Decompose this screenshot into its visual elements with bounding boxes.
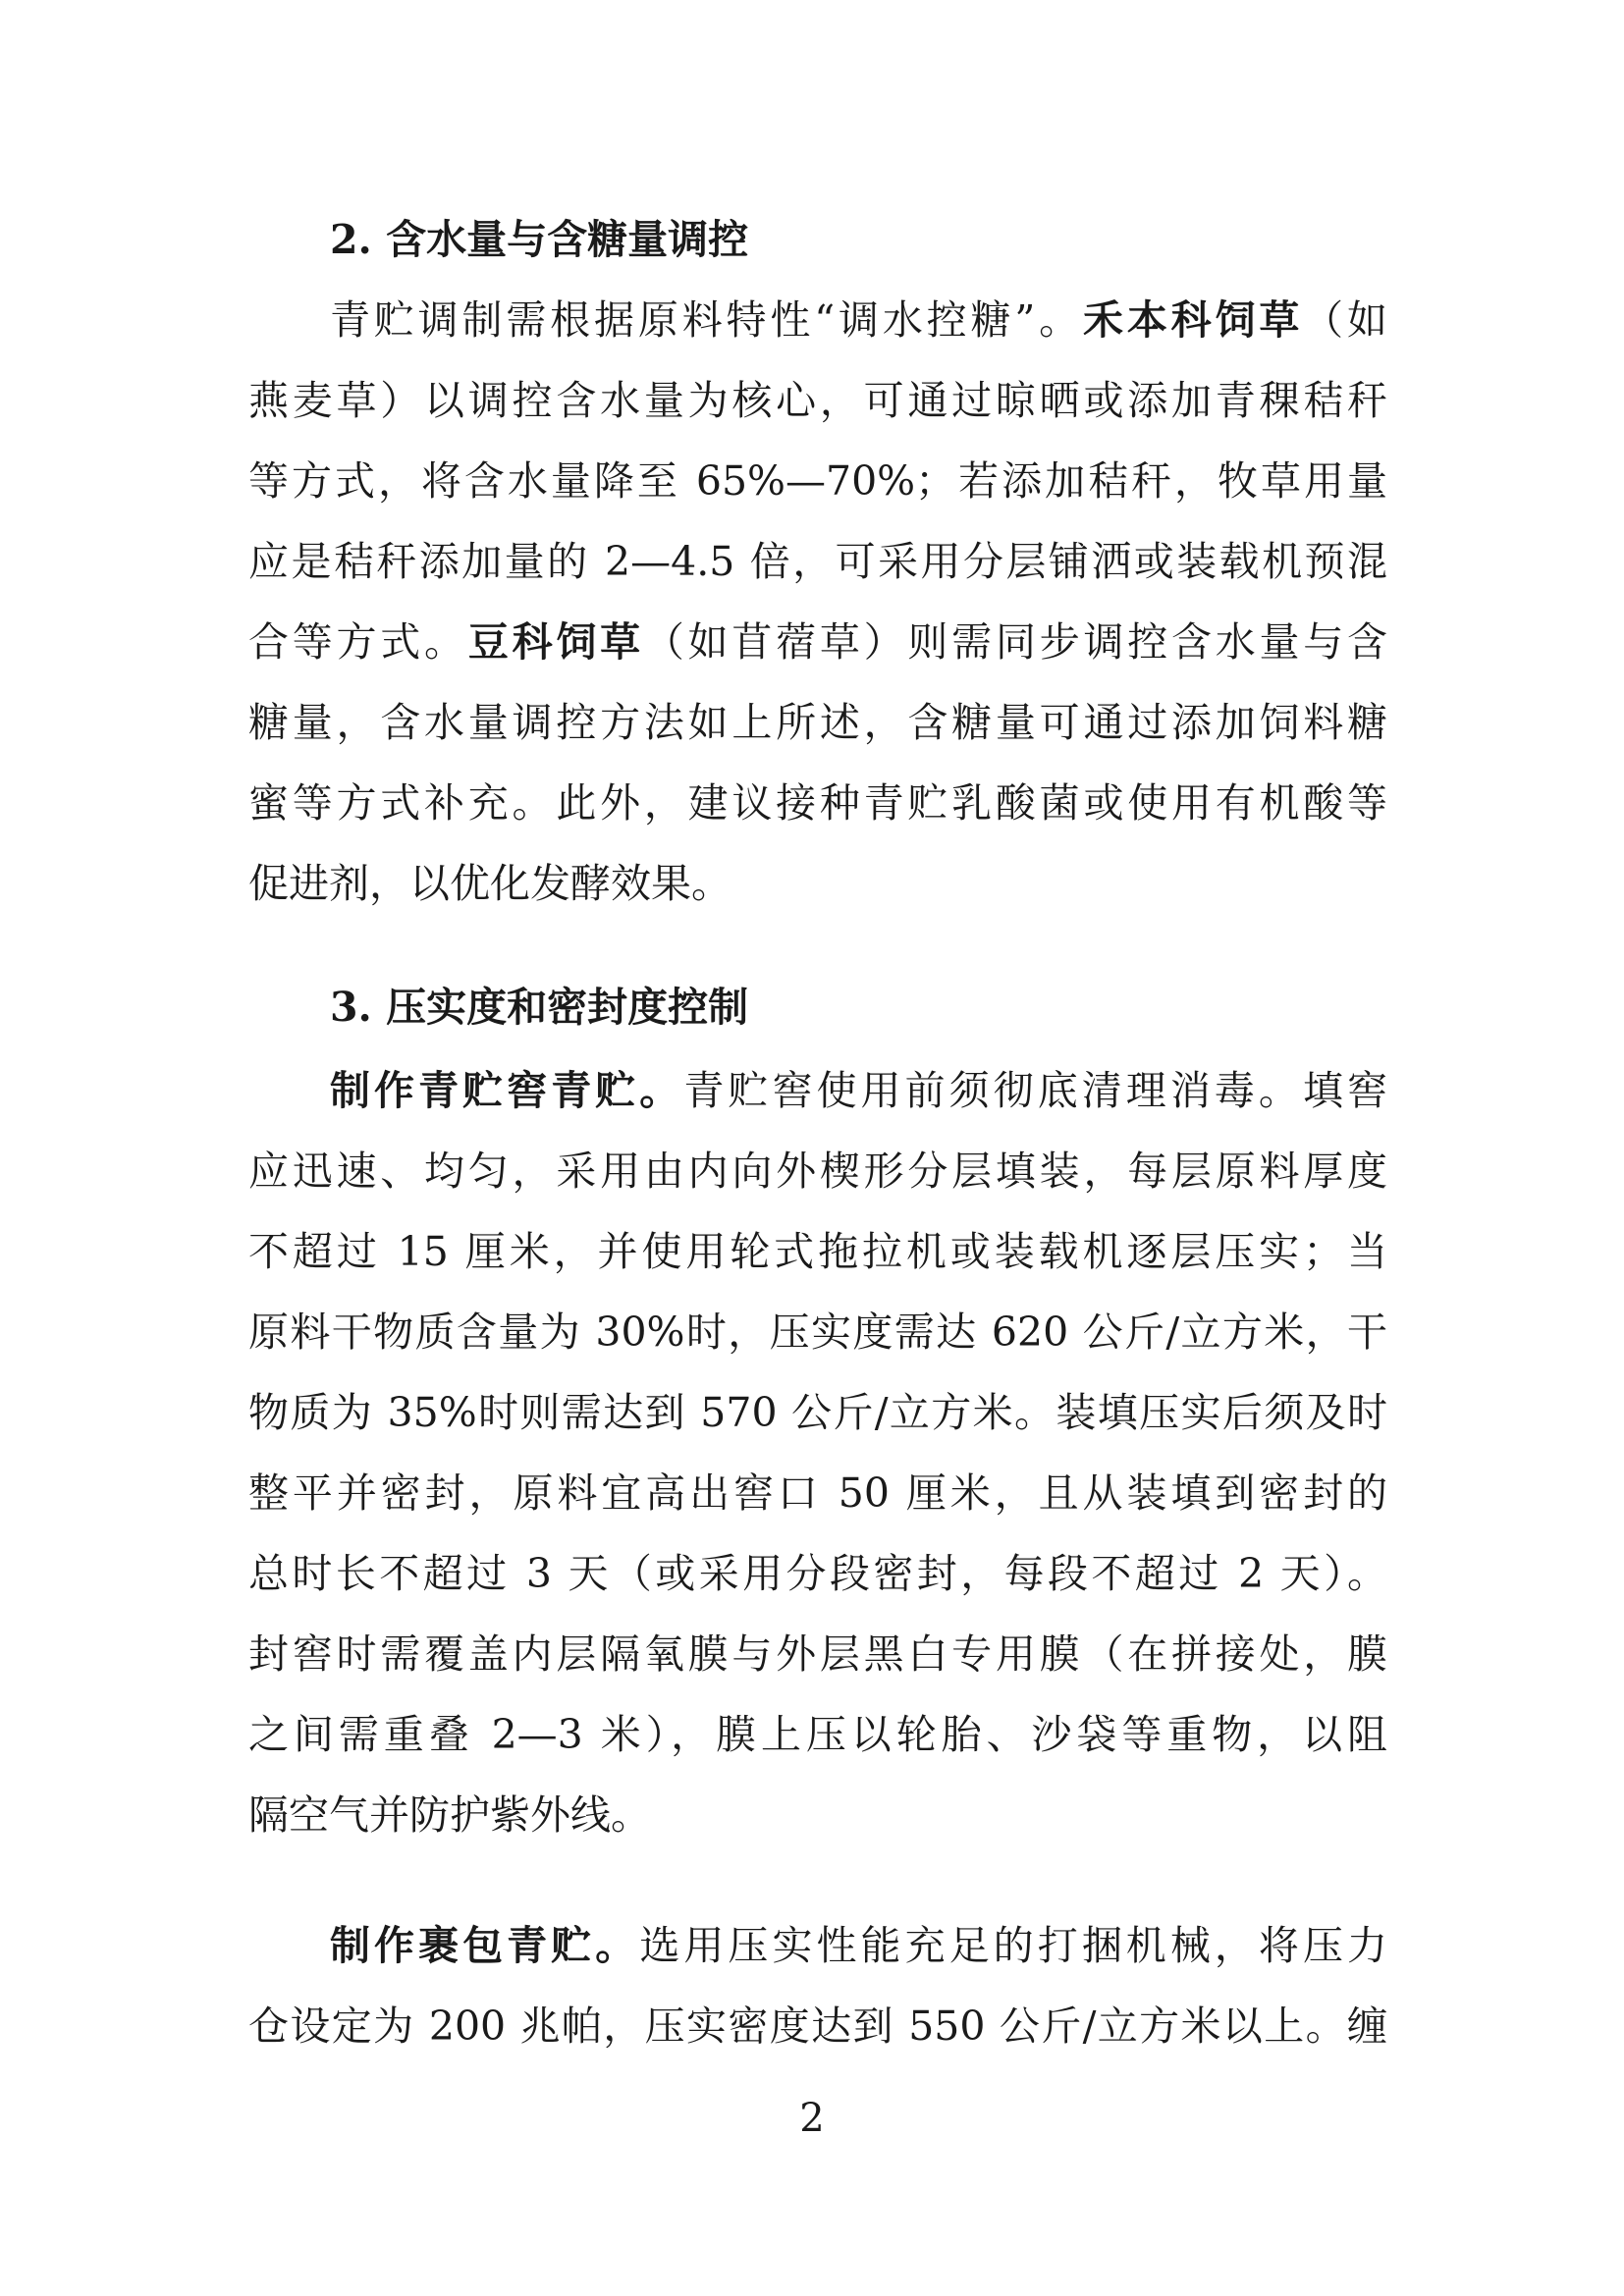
- paragraph-line: 整平并密封，原料宜高出窖口 50 厘米，且从装填到密封的: [248, 1469, 1387, 1517]
- section-heading-2: 2. 含水量与含糖量调控: [330, 216, 749, 263]
- paragraph-line: 物质为 35%时则需达到 570 公斤/立方米。装填压实后须及时: [248, 1389, 1387, 1436]
- text-run: 青贮调制需根据原料特性“调水控糖”。: [330, 296, 1083, 344]
- bold-term: 禾本科饲草: [1082, 296, 1304, 344]
- paragraph-line: [248, 602, 1387, 682]
- paragraph-line: 原料干物质含量为 30%时，压实度需达 620 公斤/立方米，干: [248, 1308, 1387, 1356]
- text-run: （如: [1303, 296, 1388, 344]
- section-heading-3: 3. 压实度和密封度控制: [330, 984, 749, 1031]
- paragraph-line: 之间需重叠 2—3 米），膜上压以轮胎、沙袋等重物，以阻: [248, 1711, 1387, 1758]
- paragraph-line: 总时长不超过 3 天（或采用分段密封，每段不超过 2 天）。: [248, 1550, 1387, 1597]
- paragraph-line: 等方式，将含水量降至 65%—70%；若添加秸秆，牧草用量: [248, 457, 1387, 505]
- paragraph-line: 促进剂，以优化发酵效果。: [248, 860, 731, 907]
- paragraph-line: 隔空气并防护紫外线。: [248, 1791, 651, 1839]
- bold-lead: 制作青贮窖青贮。: [330, 1067, 684, 1114]
- text-run: 青贮窖使用前须彻底清理消毒。填窖: [683, 1067, 1388, 1114]
- text-run: 合等方式。: [248, 618, 468, 666]
- paragraph-line: 不超过 15 厘米，并使用轮式拖拉机或装载机逐层压实；当: [248, 1228, 1387, 1275]
- text-run: （如苜蓿草）则需同步调控含水量与含: [643, 618, 1388, 666]
- paragraph-line: [330, 1905, 1387, 1986]
- paragraph-line: 糖量，含水量调控方法如上所述，含糖量可通过添加饲料糖: [248, 699, 1387, 746]
- paragraph-line: 应是秸秆添加量的 2—4.5 倍，可采用分层铺洒或装载机预混: [248, 538, 1387, 585]
- bold-term: 豆科饲草: [467, 618, 644, 666]
- bold-lead: 制作裹包青贮。: [330, 1922, 640, 1969]
- paragraph-line: 应迅速、均匀，采用由内向外楔形分层填装，每层原料厚度: [248, 1148, 1387, 1195]
- page-number: 2: [799, 2096, 825, 2141]
- paragraph-line: 封窖时需覆盖内层隔氧膜与外层黑白专用膜（在拼接处，膜: [248, 1630, 1387, 1678]
- paragraph-line: [330, 1050, 1387, 1131]
- paragraph-line: 燕麦草）以调控含水量为核心，可通过晾晒或添加青稞秸秆: [248, 377, 1387, 424]
- paragraph-line: 仓设定为 200 兆帕，压实密度达到 550 公斤/立方米以上。缠: [248, 2002, 1387, 2050]
- text-run: 选用压实性能充足的打捆机械，将压力: [639, 1922, 1388, 1969]
- paragraph-line: [330, 280, 1387, 360]
- paragraph-line: 蜜等方式补充。此外，建议接种青贮乳酸菌或使用有机酸等: [248, 779, 1387, 827]
